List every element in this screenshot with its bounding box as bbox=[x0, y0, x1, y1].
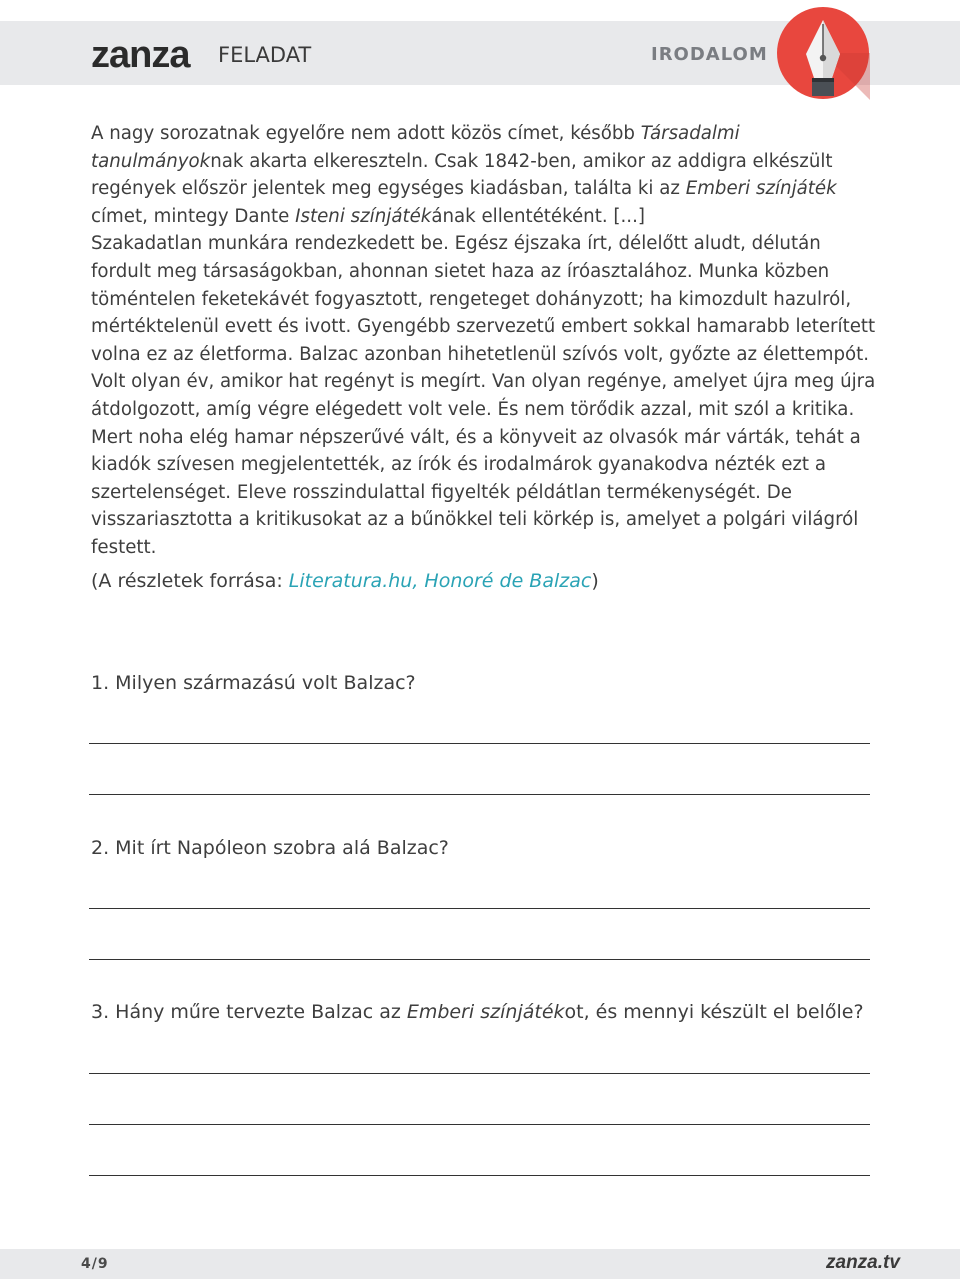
source-link[interactable]: Literatura.hu, Honoré de Balzac bbox=[288, 569, 592, 592]
paragraph-1: A nagy sorozatnak egyelőre nem adott közös címet, később Társadalmi tanulmányoknak akarta elkereszteln. Csak 1842-ben, amikor az addigra elkészült regények először jelentek meg egységes kiadásban, találta ki az Emberi színjáték címet, mintegy Dante Isteni színjátékának ellentétéként. [...] bbox=[91, 123, 837, 227]
article-text bbox=[91, 120, 881, 595]
footer-band bbox=[0, 1249, 960, 1279]
answer-line[interactable] bbox=[89, 959, 870, 960]
footer-brand: zanza.tv bbox=[826, 1252, 900, 1273]
answer-line[interactable] bbox=[89, 1175, 870, 1176]
fountain-pen-icon bbox=[776, 6, 870, 100]
question-2: 2. Mit írt Napóleon szobra alá Balzac? bbox=[91, 837, 449, 859]
answer-line[interactable] bbox=[89, 1073, 870, 1074]
subject-label: IRODALOM bbox=[651, 44, 768, 65]
answer-line[interactable] bbox=[89, 794, 870, 795]
answer-line[interactable] bbox=[89, 1124, 870, 1125]
question-3: 3. Hány műre tervezte Balzac az Emberi színjátékot, és mennyi készült el belőle? bbox=[91, 1001, 864, 1023]
page-number: 4/9 bbox=[81, 1256, 109, 1272]
zanza-logo: zanza bbox=[91, 34, 190, 76]
answer-line[interactable] bbox=[89, 743, 870, 744]
answer-line[interactable] bbox=[89, 908, 870, 909]
question-1: 1. Milyen származású volt Balzac? bbox=[91, 672, 416, 694]
section-label: FELADAT bbox=[218, 43, 312, 67]
paragraph-2: Szakadatlan munkára rendezkedett be. Egész éjszaka írt, délelőtt aludt, délután fordult meg társaságokban, ahonnan sietet haza az íróasztalához. Munka közben töméntelen feketekávét fogyasztott, rengeteget dohányzott; ha kimozdult hazulról, mértéktelenül evett és ivott. Gyengébb szervezetű embert sokkal hamarabb leterített volna ez az életforma. Balzac azonban hihetetlenül szívós volt, győzte az élettempót. Volt olyan év, amikor hat regényt is megírt. Van olyan regénye, amelyet újra meg újra átdolgozott, amíg végre elégedett volt vele. És nem törődik azzal, mit szól a kritika. Mert noha elég hamar népszerűvé vált, és a könyveit az olvasók már várták, tehát a kiadók szívesen megjelentették, az írók és irodalmárok gyanakodva nézték ezt a szertelenséget. Eleve rosszindulattal figyelték példátlan termékenységét. De visszariasztotta a kritikusokat az a bűnökkel teli körkép is, amelyet a polgári világról festett. bbox=[91, 233, 876, 558]
source-citation: (A részletek forrása: Literatura.hu, Honoré de Balzac) bbox=[91, 569, 599, 592]
